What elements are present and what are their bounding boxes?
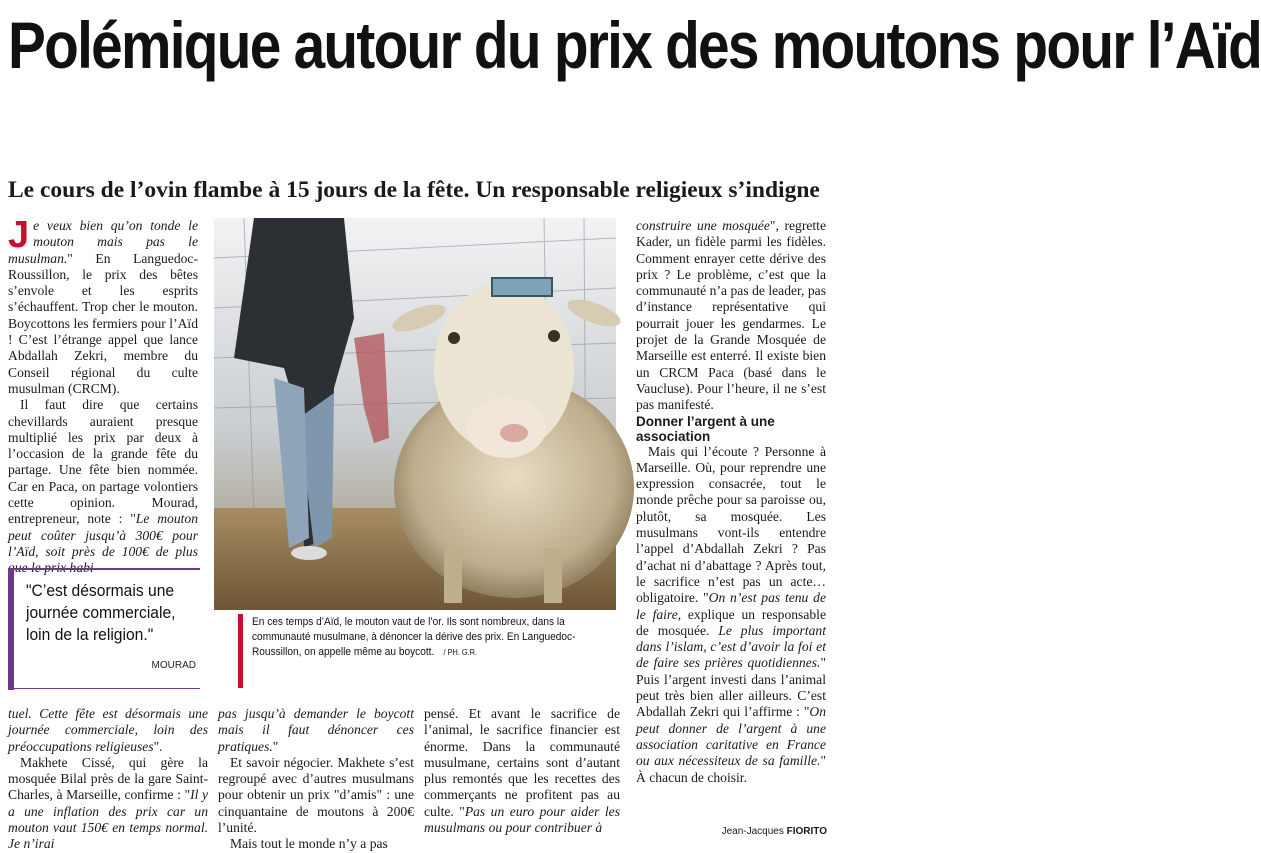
quote-text-inline: On n’est pas tenu de le faire,	[636, 590, 826, 622]
paragraph-text: ", regrette Kader, un fidèle parmi les fidèles. Comment enrayer cette dérive des prix ? Le problème, c’est que la communauté n’a pas de leader, pas d’instance représentative qui pourrait jouer les gendarmes. Le projet de la Grande Mosquée de Marseille est enterré. Il existe bien un CRCM Paca (basé dans le Vaucluse). Pour l’heure, il ne s’est pas manifesté.	[636, 218, 826, 413]
paragraph	[8, 755, 208, 853]
article-byline	[722, 826, 827, 837]
paragraph: Et savoir négocier. Makhete s’est regroupé avec d’autres musulmans pour obtenir un prix "d’amis" : une cinquantaine de moutons à 200€ l’unité.	[218, 754, 414, 836]
sheep-photo-illustration	[214, 218, 616, 610]
paragraph-text: " En Languedoc-Roussillon, le prix des bêtes s’envole et les esprits s’échauffent. Trop cher le mouton. Boycottons les fermiers pour l’Aïd ! C’est l’étrange appel que lance Abdallah Zekri, membre du Conseil régional du culte musulman (CRCM).	[8, 250, 198, 396]
quote-text-inline: e veux bien qu’on tonde le mouton mais pas le musulman.	[8, 218, 198, 266]
quote-bottom-rule	[14, 688, 200, 689]
paragraph-text: "	[272, 738, 279, 754]
article-subhead: Le cours de l’ovin flambe à 15 jours de la fête. Un responsable religieux s’indigne	[8, 177, 820, 203]
paragraph-text: ".	[153, 738, 163, 754]
paragraph-text: Il faut dire que certains chevillards auraient presque multiplié les prix par deux à l’occasion de la grande fête du partage. Une fête bien nommée. Car en Paca, on partage volontiers cette opinion. Mourad, entrepreneur, note : "	[8, 397, 198, 527]
drop-cap: J	[8, 214, 30, 256]
byline-first-name: Jean-Jacques	[721, 826, 784, 837]
quote-text-inline: Il y a une inflation des prix car un mouton vaut 150€ en temps normal. Je n’irai	[8, 787, 208, 852]
photo-caption	[252, 615, 583, 660]
paragraph-text: pensé. Et avant le sacrifice de l’animal, le sacrifice financier est énorme. Dans la communauté musulmane, certains sont d’autant plus remontés que les recettes des commerçants ne profitent pas au culte. "	[424, 706, 620, 819]
paragraph-text: Mais qui l’écoute ? Personne à Marseille. Où, pour reprendre une expression consacrée, tout le monde prêche pour sa paroisse ou, plutôt, sa mosquée. Les musulmans vont-ils entendre l’appel d’Abdallah Zekri ? Pas d’achat ni d’abattage ? Après tout, le sacrifice n’est pas un acte… obligatoire. "	[636, 443, 826, 606]
paragraph	[218, 706, 414, 755]
paragraph-text: Makhete Cissé, qui gère la mosquée Bilal près de la gare Saint-Charles, à Marseille, confirme : "	[8, 754, 208, 803]
article-column-4	[636, 218, 826, 786]
quote-text-inline: construire une mosquée	[636, 218, 770, 233]
quote-text-inline: pas jusqu’à demander le boycott mais il faut dénoncer ces pratiques.	[218, 706, 414, 754]
section-subtitle: Donner l’argent à une association	[636, 413, 775, 444]
pull-quote-author: MOURAD	[151, 660, 196, 671]
paragraph-text: " Puis l’argent investi dans l’animal peut très bien aller ailleurs. C’est Abdallah Zekri qui l’affirme : "	[636, 655, 826, 720]
paragraph	[636, 218, 826, 414]
article-headline: Polémique autour du prix des moutons pour l’Aïd	[8, 8, 1261, 82]
byline-last-name: FIORITO	[786, 826, 827, 837]
quote-text-inline: Le plus important dans l’islam, c’est d’avoir la foi et de faire ses prières quotidiennes.	[636, 622, 826, 671]
photo-credit: / PH. G.R.	[443, 648, 478, 657]
paragraph	[8, 706, 208, 755]
pull-quote	[8, 568, 200, 690]
article-photo-sheep	[214, 218, 616, 610]
paragraph-text: explique un responsable de mosquée.	[636, 606, 826, 638]
paragraph	[8, 397, 198, 576]
quote-text-inline: Pas un euro pour aider les musulmans ou pour contribuer à	[424, 803, 620, 836]
caption-accent-bar	[238, 614, 243, 688]
paragraph	[8, 214, 198, 397]
article-column-3	[424, 706, 620, 836]
caption-text: En ces temps d’Aïd, le mouton vaut de l’or. Ils sont nombreux, dans la communauté musulmane, à dénoncer la dérive des prix. En Languedoc-Roussillon, on appelle même au boycott.	[252, 616, 576, 658]
paragraph	[636, 444, 826, 786]
article-column-1	[8, 214, 198, 577]
quote-text-inline: On peut donner de l’argent à une association caritative en France ou aux nécessiteux de sa famille.	[636, 704, 826, 769]
article-column-1-continued	[8, 706, 208, 853]
article-column-2	[218, 706, 414, 853]
paragraph: Mais tout le monde n’y a pas	[230, 836, 388, 852]
pull-quote-text: "C’est désormais une journée commerciale, loin de la religion."	[26, 581, 176, 644]
quote-accent-bar	[8, 568, 14, 690]
quote-text-inline: Le mouton peut coûter jusqu’à 300€ pour l’Aïd, soit près de 100€ de plus	[8, 511, 198, 559]
quote-top-rule	[14, 568, 200, 570]
paragraph-text: " À chacun de choisir.	[636, 753, 826, 785]
paragraph	[424, 706, 620, 836]
quote-text-inline: tuel. Cette fête est désormais une journée commerciale, loin des préoccupations religieuses	[8, 706, 208, 754]
